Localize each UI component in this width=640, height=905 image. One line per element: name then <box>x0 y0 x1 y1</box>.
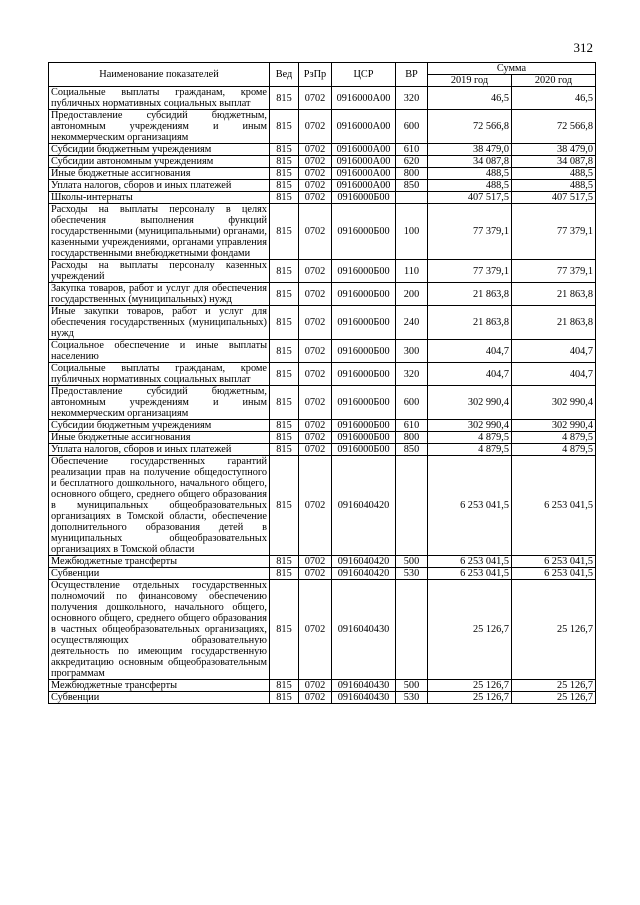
row-sum-2020: 46,5 <box>512 87 596 110</box>
row-sum-2019: 77 379,1 <box>428 260 512 283</box>
table-row <box>49 363 596 386</box>
row-sum-2019: 21 863,8 <box>428 283 512 306</box>
table-row <box>49 580 596 680</box>
table-row <box>49 204 596 260</box>
row-name: Межбюджетные трансферты <box>49 556 270 568</box>
table-row <box>49 456 596 556</box>
row-vr: 530 <box>396 692 428 704</box>
row-ved: 815 <box>270 87 299 110</box>
row-name: Субвенции <box>49 568 270 580</box>
row-csr: 0916000А00 <box>332 156 396 168</box>
table-row <box>49 680 596 692</box>
row-ved: 815 <box>270 456 299 556</box>
row-rzpr: 0702 <box>299 568 332 580</box>
row-rzpr: 0702 <box>299 340 332 363</box>
row-name: Субсидии бюджетным учреждениям <box>49 420 270 432</box>
row-rzpr: 0702 <box>299 192 332 204</box>
row-vr: 530 <box>396 568 428 580</box>
row-csr: 0916000Б00 <box>332 363 396 386</box>
row-sum-2019: 488,5 <box>428 168 512 180</box>
row-rzpr: 0702 <box>299 156 332 168</box>
row-ved: 815 <box>270 306 299 340</box>
table-row <box>49 260 596 283</box>
row-sum-2020: 25 126,7 <box>512 692 596 704</box>
row-rzpr: 0702 <box>299 283 332 306</box>
row-csr: 0916040430 <box>332 692 396 704</box>
row-sum-2019: 34 087,8 <box>428 156 512 168</box>
row-ved: 815 <box>270 680 299 692</box>
row-vr: 320 <box>396 363 428 386</box>
row-ved: 815 <box>270 556 299 568</box>
row-sum-2020: 404,7 <box>512 340 596 363</box>
row-vr <box>396 456 428 556</box>
row-csr: 0916040430 <box>332 580 396 680</box>
row-ved: 815 <box>270 168 299 180</box>
row-ved: 815 <box>270 144 299 156</box>
row-vr <box>396 580 428 680</box>
row-name: Иные бюджетные ассигнования <box>49 168 270 180</box>
row-csr: 0916000Б00 <box>332 204 396 260</box>
row-name: Субвенции <box>49 692 270 704</box>
table-row <box>49 386 596 420</box>
row-rzpr: 0702 <box>299 144 332 156</box>
row-name: Обеспечение государственных гарантий реализации прав на получение общедоступного и бесплатного дошкольного, начального общего, основного общего, среднего общего образования в муниципальных общеобразовательных организациях в Томской области, обеспечение дополнительного образования детей в муниципальных общеобразовательных организациях в Томской области <box>49 456 270 556</box>
row-csr: 0916040420 <box>332 456 396 556</box>
table-row <box>49 420 596 432</box>
row-sum-2019: 46,5 <box>428 87 512 110</box>
row-vr <box>396 192 428 204</box>
row-ved: 815 <box>270 283 299 306</box>
row-vr: 800 <box>396 432 428 444</box>
row-sum-2020: 38 479,0 <box>512 144 596 156</box>
row-vr: 500 <box>396 556 428 568</box>
row-vr: 200 <box>396 283 428 306</box>
header-ved: Вед <box>270 63 299 87</box>
row-rzpr: 0702 <box>299 87 332 110</box>
row-vr: 610 <box>396 144 428 156</box>
row-ved: 815 <box>270 156 299 168</box>
row-name: Иные бюджетные ассигнования <box>49 432 270 444</box>
table-row <box>49 568 596 580</box>
row-rzpr: 0702 <box>299 556 332 568</box>
row-vr: 600 <box>396 110 428 144</box>
row-ved: 815 <box>270 444 299 456</box>
row-rzpr: 0702 <box>299 363 332 386</box>
row-name: Социальные выплаты гражданам, кроме публичных нормативных социальных выплат <box>49 87 270 110</box>
row-csr: 0916000Б00 <box>332 260 396 283</box>
row-sum-2020: 77 379,1 <box>512 204 596 260</box>
row-sum-2020: 302 990,4 <box>512 386 596 420</box>
row-vr: 620 <box>396 156 428 168</box>
row-csr: 0916040420 <box>332 556 396 568</box>
row-name: Социальные выплаты гражданам, кроме публичных нормативных социальных выплат <box>49 363 270 386</box>
row-ved: 815 <box>270 432 299 444</box>
row-sum-2019: 4 879,5 <box>428 432 512 444</box>
row-sum-2020: 302 990,4 <box>512 420 596 432</box>
row-rzpr: 0702 <box>299 180 332 192</box>
row-sum-2020: 488,5 <box>512 168 596 180</box>
row-rzpr: 0702 <box>299 420 332 432</box>
row-csr: 0916000Б00 <box>332 192 396 204</box>
row-sum-2020: 72 566,8 <box>512 110 596 144</box>
row-sum-2019: 6 253 041,5 <box>428 456 512 556</box>
row-csr: 0916040420 <box>332 568 396 580</box>
row-csr: 0916000А00 <box>332 87 396 110</box>
row-sum-2020: 6 253 041,5 <box>512 556 596 568</box>
row-ved: 815 <box>270 580 299 680</box>
row-csr: 0916000А00 <box>332 144 396 156</box>
row-sum-2019: 407 517,5 <box>428 192 512 204</box>
row-rzpr: 0702 <box>299 386 332 420</box>
row-csr: 0916000Б00 <box>332 386 396 420</box>
table-row <box>49 87 596 110</box>
row-sum-2019: 21 863,8 <box>428 306 512 340</box>
row-csr: 0916000А00 <box>332 168 396 180</box>
row-sum-2020: 4 879,5 <box>512 432 596 444</box>
table-row <box>49 144 596 156</box>
row-vr: 610 <box>396 420 428 432</box>
row-name: Межбюджетные трансферты <box>49 680 270 692</box>
row-sum-2019: 404,7 <box>428 340 512 363</box>
row-sum-2019: 6 253 041,5 <box>428 568 512 580</box>
row-vr: 100 <box>396 204 428 260</box>
row-name: Социальное обеспечение и иные выплаты населению <box>49 340 270 363</box>
row-sum-2020: 25 126,7 <box>512 680 596 692</box>
row-name: Предоставление субсидий бюджетным, автономным учреждениям и иным некоммерческим организациям <box>49 110 270 144</box>
row-ved: 815 <box>270 692 299 704</box>
row-rzpr: 0702 <box>299 260 332 283</box>
row-sum-2020: 488,5 <box>512 180 596 192</box>
table-row <box>49 340 596 363</box>
row-csr: 0916000Б00 <box>332 340 396 363</box>
row-name: Школы-интернаты <box>49 192 270 204</box>
row-csr: 0916000Б00 <box>332 444 396 456</box>
table-row <box>49 444 596 456</box>
row-sum-2019: 72 566,8 <box>428 110 512 144</box>
row-name: Осуществление отдельных государственных полномочий по финансовому обеспечению получения дошкольного, начального общего, основного общего, среднего общего образования в частных общеобразовательных организациях, осуществляющих образовательную деятельность по имеющим государственную аккредитацию основным общеобразовательным программам <box>49 580 270 680</box>
header-vr: ВР <box>396 63 428 87</box>
header-name: Наименование показателей <box>49 63 270 87</box>
table-row <box>49 306 596 340</box>
table-row <box>49 156 596 168</box>
table-row <box>49 180 596 192</box>
row-ved: 815 <box>270 180 299 192</box>
table-row <box>49 556 596 568</box>
row-csr: 0916000А00 <box>332 110 396 144</box>
row-name: Расходы на выплаты персоналу в целях обеспечения выполнения функций государственными (муниципальными) органами, казенными учреждениями, органами управления государственными внебюджетными фондами <box>49 204 270 260</box>
row-csr: 0916000А00 <box>332 180 396 192</box>
row-vr: 110 <box>396 260 428 283</box>
header-year-2019: 2019 год <box>428 75 512 87</box>
row-sum-2020: 21 863,8 <box>512 306 596 340</box>
row-rzpr: 0702 <box>299 580 332 680</box>
row-name: Уплата налогов, сборов и иных платежей <box>49 444 270 456</box>
row-rzpr: 0702 <box>299 692 332 704</box>
row-rzpr: 0702 <box>299 204 332 260</box>
row-rzpr: 0702 <box>299 432 332 444</box>
row-vr: 500 <box>396 680 428 692</box>
row-ved: 815 <box>270 110 299 144</box>
row-rzpr: 0702 <box>299 306 332 340</box>
table-row <box>49 283 596 306</box>
row-rzpr: 0702 <box>299 680 332 692</box>
budget-table <box>48 62 596 704</box>
row-csr: 0916040430 <box>332 680 396 692</box>
row-rzpr: 0702 <box>299 110 332 144</box>
header-csr: ЦСР <box>332 63 396 87</box>
row-ved: 815 <box>270 386 299 420</box>
row-vr: 320 <box>396 87 428 110</box>
row-sum-2019: 488,5 <box>428 180 512 192</box>
row-sum-2019: 25 126,7 <box>428 680 512 692</box>
header-rzpr: РзПр <box>299 63 332 87</box>
row-sum-2019: 25 126,7 <box>428 580 512 680</box>
row-csr: 0916000Б00 <box>332 432 396 444</box>
row-csr: 0916000Б00 <box>332 420 396 432</box>
row-sum-2020: 77 379,1 <box>512 260 596 283</box>
row-sum-2020: 34 087,8 <box>512 156 596 168</box>
row-vr: 300 <box>396 340 428 363</box>
row-csr: 0916000Б00 <box>332 283 396 306</box>
page-number: 312 <box>573 40 593 55</box>
row-name: Расходы на выплаты персоналу казенных учреждений <box>49 260 270 283</box>
row-name: Закупка товаров, работ и услуг для обеспечения государственных (муниципальных) нужд <box>49 283 270 306</box>
row-vr: 600 <box>396 386 428 420</box>
table-row <box>49 110 596 144</box>
row-ved: 815 <box>270 340 299 363</box>
table-row <box>49 168 596 180</box>
row-sum-2019: 6 253 041,5 <box>428 556 512 568</box>
row-sum-2020: 404,7 <box>512 363 596 386</box>
row-name: Иные закупки товаров, работ и услуг для обеспечения государственных (муниципальных) нужд <box>49 306 270 340</box>
row-ved: 815 <box>270 568 299 580</box>
row-name: Предоставление субсидий бюджетным, автономным учреждениям и иным некоммерческим организациям <box>49 386 270 420</box>
row-ved: 815 <box>270 363 299 386</box>
row-sum-2020: 6 253 041,5 <box>512 568 596 580</box>
row-ved: 815 <box>270 192 299 204</box>
row-vr: 850 <box>396 180 428 192</box>
row-ved: 815 <box>270 420 299 432</box>
row-sum-2020: 6 253 041,5 <box>512 456 596 556</box>
row-rzpr: 0702 <box>299 444 332 456</box>
table-body <box>49 87 596 704</box>
row-sum-2020: 4 879,5 <box>512 444 596 456</box>
row-ved: 815 <box>270 204 299 260</box>
table-row <box>49 692 596 704</box>
row-sum-2019: 25 126,7 <box>428 692 512 704</box>
row-sum-2019: 302 990,4 <box>428 386 512 420</box>
row-sum-2019: 4 879,5 <box>428 444 512 456</box>
row-name: Субсидии бюджетным учреждениям <box>49 144 270 156</box>
row-sum-2020: 25 126,7 <box>512 580 596 680</box>
row-sum-2019: 404,7 <box>428 363 512 386</box>
row-csr: 0916000Б00 <box>332 306 396 340</box>
row-rzpr: 0702 <box>299 456 332 556</box>
header-sum: Сумма <box>428 63 596 75</box>
row-sum-2019: 38 479,0 <box>428 144 512 156</box>
row-sum-2019: 77 379,1 <box>428 204 512 260</box>
row-ved: 815 <box>270 260 299 283</box>
table-row <box>49 432 596 444</box>
header-year-2020: 2020 год <box>512 75 596 87</box>
table-row <box>49 192 596 204</box>
row-vr: 240 <box>396 306 428 340</box>
row-vr: 800 <box>396 168 428 180</box>
row-name: Уплата налогов, сборов и иных платежей <box>49 180 270 192</box>
row-sum-2020: 407 517,5 <box>512 192 596 204</box>
row-name: Субсидии автономным учреждениям <box>49 156 270 168</box>
row-vr: 850 <box>396 444 428 456</box>
row-sum-2020: 21 863,8 <box>512 283 596 306</box>
row-sum-2019: 302 990,4 <box>428 420 512 432</box>
row-rzpr: 0702 <box>299 168 332 180</box>
